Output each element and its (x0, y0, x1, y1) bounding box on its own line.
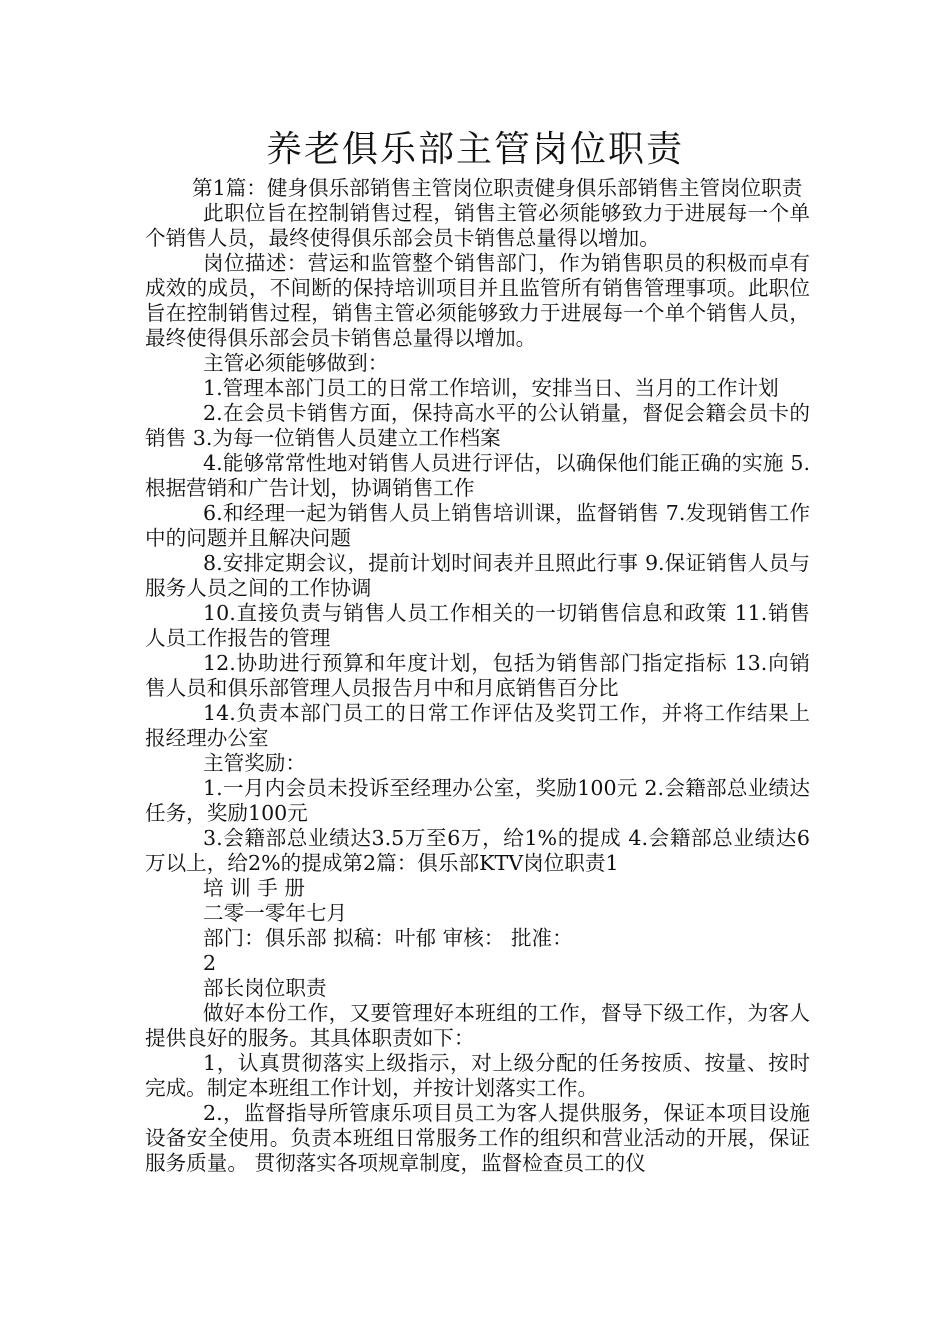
paragraph: 12.协助进行预算和年度计划，包括为销售部门指定指标 13.向销售人员和俱乐部管理人员报告月中和月底销售百分比 (145, 651, 810, 700)
paragraph: 部门：俱乐部 拟稿：叶郁 审核： 批准： (203, 926, 573, 950)
paragraph: 3.会籍部总业绩达3.5万至6万，给1%的提成 4.会籍部总业绩达6万以上，给2%的提成第2篇：俱乐部KTV岗位职责1 (145, 826, 810, 875)
paragraph: 10.直接负责与销售人员工作相关的一切销售信息和政策 11.销售人员工作报告的管理 (145, 601, 810, 650)
paragraph: 2 (203, 951, 217, 975)
paragraph: 培 训 手 册 (203, 876, 306, 900)
paragraph: 做好本份工作，又要管理好本班组的工作，督导下级工作，为客人提供良好的服务。其具体职责如下： (145, 1001, 810, 1050)
paragraph: 8.安排定期会议，提前计划时间表并且照此行事 9.保证销售人员与服务人员之间的工作协调 (145, 551, 810, 600)
paragraph: 主管必须能够做到： (203, 351, 389, 375)
paragraph: 6.和经理一起为销售人员上销售培训课，监督销售 7.发现销售工作中的问题并且解决问题 (145, 501, 810, 550)
paragraph: 2.在会员卡销售方面，保持高水平的公认销量，督促会籍会员卡的销售 3.为每一位销售人员建立工作档案 (145, 401, 810, 450)
paragraph: 1.一月内会员未投诉至经理办公室，奖励100元 2.会籍部总业绩达任务，奖励100元 (145, 776, 810, 825)
paragraph: 4.能够常常性地对销售人员进行评估，以确保他们能正确的实施 5.根据营销和广告计划，协调销售工作 (145, 451, 810, 500)
document-body (145, 176, 810, 1176)
paragraph: 1，认真贯彻落实上级指示，对上级分配的任务按质、按量、按时完成。制定本班组工作计划，并按计划落实工作。 (145, 1051, 810, 1100)
paragraph: 二零一零年七月 (203, 901, 348, 925)
paragraph: 2.，监督指导所管康乐项目员工为客人提供服务，保证本项目设施设备安全使用。负责本班组日常服务工作的组织和营业活动的开展，保证服务质量。 贯彻落实各项规章制度，监督检查员工的仪 (145, 1101, 810, 1175)
paragraph: 1.管理本部门员工的日常工作培训，安排当日、当月的工作计划 (203, 376, 779, 400)
paragraph: 第1篇：健身俱乐部销售主管岗位职责健身俱乐部销售主管岗位职责 (192, 176, 803, 200)
paragraph: 主管奖励： (203, 751, 306, 775)
paragraph: 岗位描述：营运和监管整个销售部门，作为销售职员的积极而卓有成效的成员，不间断的保持培训项目并且监管所有销售管理事项。此职位旨在控制销售过程，销售主管必须能够致力于进展每一个单个销售人员，最终使得俱乐部会员卡销售总量得以增加。 (145, 251, 810, 350)
document-title: 养老俱乐部主管岗位职责 (265, 129, 684, 170)
paragraph: 14.负责本部门员工的日常工作评估及奖罚工作，并将工作结果上报经理办公室 (145, 701, 810, 750)
paragraph: 部长岗位职责 (203, 976, 327, 1000)
paragraph: 此职位旨在控制销售过程，销售主管必须能够致力于进展每一个单个销售人员，最终使得俱乐部会员卡销售总量得以增加。 (145, 201, 810, 250)
